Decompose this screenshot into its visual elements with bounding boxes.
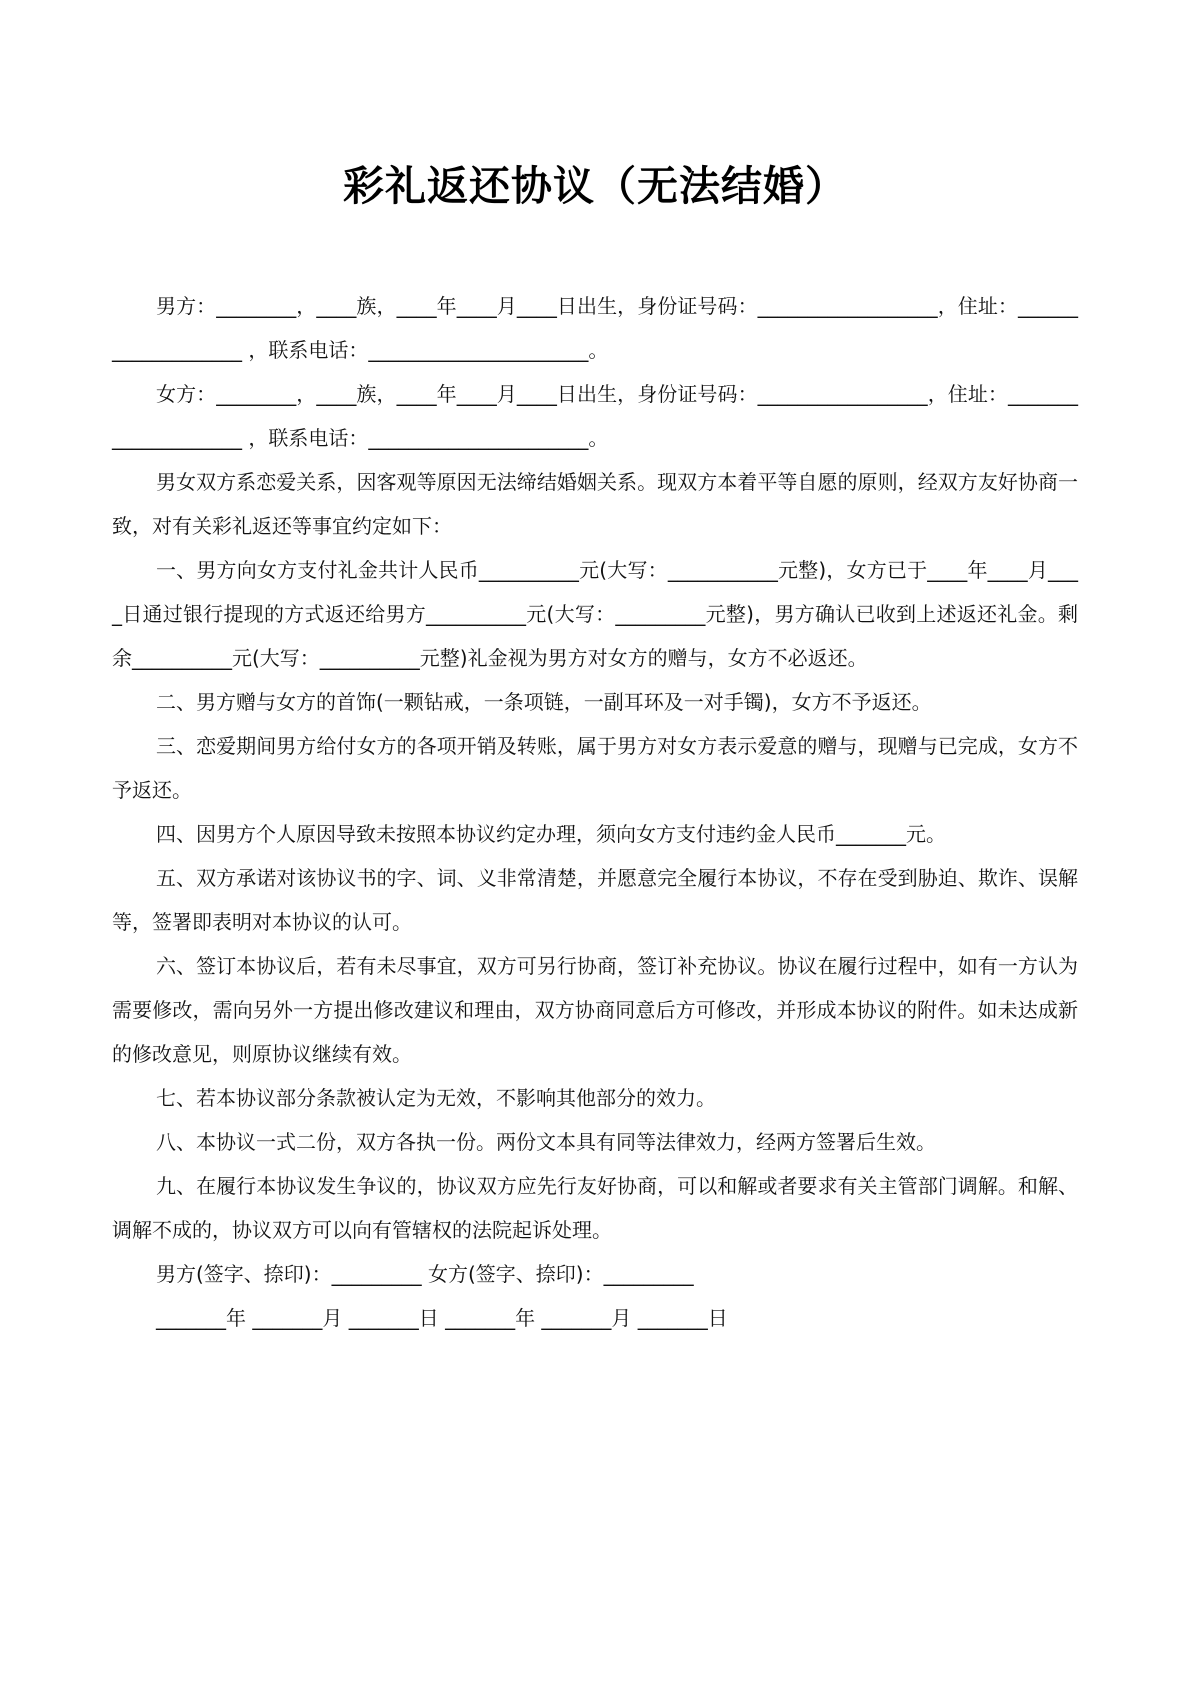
document-body bbox=[112, 284, 1078, 1340]
clause-8: 八、本协议一式二份，双方各执一份。两份文本具有同等法律效力，经两方签署后生效。 bbox=[156, 1130, 936, 1154]
date-line: _______年 _______月 _______日 _______年 _______月 _______日 bbox=[156, 1306, 728, 1330]
preamble: 男女双方系恋爱关系，因客观等原因无法缔结婚姻关系。现双方本着平等自愿的原则，经双方友好协商一致，对有关彩礼返还等事宜约定如下： bbox=[112, 470, 1078, 538]
signature-line: 男方(签字、捺印)：_________ 女方(签字、捺印)：_________ bbox=[156, 1262, 694, 1286]
clause-4: 四、因男方个人原因导致未按照本协议约定办理，须向女方支付违约金人民币_______元。 bbox=[156, 822, 946, 846]
document-title: 彩礼返还协议（无法结婚） bbox=[343, 162, 847, 210]
clause-6: 六、签订本协议后，若有未尽事宜，双方可另行协商，签订补充协议。协议在履行过程中，如有一方认为需要修改，需向另外一方提出修改建议和理由，双方协商同意后方可修改，并形成本协议的附件。如未达成新的修改意见，则原协议继续有效。 bbox=[112, 954, 1078, 1066]
female-party-info: 女方：________，____族，____年____月____日出生，身份证号码：_________________，住址：____________________ ，联系电话：______________________。 bbox=[112, 382, 1078, 450]
clause-5: 五、双方承诺对该协议书的字、词、义非常清楚，并愿意完全履行本协议，不存在受到胁迫、欺诈、误解等，签署即表明对本协议的认可。 bbox=[112, 866, 1078, 934]
clause-2: 二、男方赠与女方的首饰(一颗钻戒，一条项链，一副耳环及一对手镯)，女方不予返还。 bbox=[156, 690, 932, 714]
clause-9: 九、在履行本协议发生争议的，协议双方应先行友好协商，可以和解或者要求有关主管部门调解。和解、调解不成的，协议双方可以向有管辖权的法院起诉处理。 bbox=[112, 1174, 1078, 1242]
clause-7: 七、若本协议部分条款被认定为无效，不影响其他部分的效力。 bbox=[156, 1086, 716, 1110]
male-party-info: 男方：________，____族，____年____月____日出生，身份证号码：__________________，住址：___________________ ，联系电话：______________________。 bbox=[112, 294, 1078, 362]
clause-1: 一、男方向女方支付礼金共计人民币__________元(大写：___________元整)，女方已于____年____月____日通过银行提现的方式返还给男方__________元(大写：_________元整)，男方确认已收到上述返还礼金。剩余__________元(大写：__________元整)礼金视为男方对女方的赠与，女方不必返还。 bbox=[112, 558, 1078, 670]
clause-3: 三、恋爱期间男方给付女方的各项开销及转账，属于男方对女方表示爱意的赠与，现赠与已完成，女方不予返还。 bbox=[112, 734, 1078, 802]
